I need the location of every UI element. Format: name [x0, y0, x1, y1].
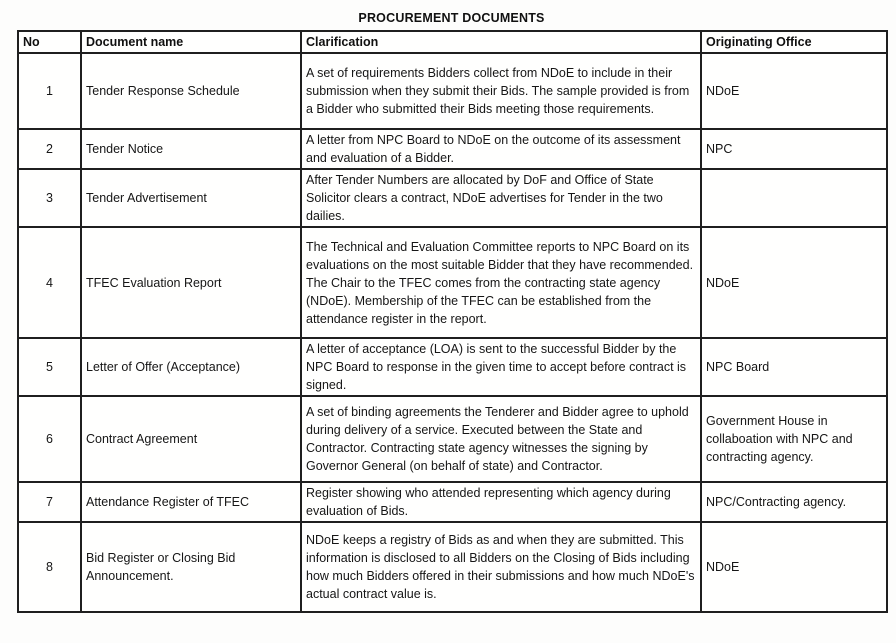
- table-body: [18, 53, 887, 612]
- document-name: Bid Register or Closing Bid Announcement.: [81, 522, 301, 612]
- row-number: 6: [18, 396, 81, 482]
- table-row: [18, 522, 887, 612]
- row-number: 2: [18, 129, 81, 169]
- clarification-text: A letter of acceptance (LOA) is sent to the successful Bidder by the NPC Board to response in the given time to accept before contract is signed.: [301, 338, 701, 396]
- table-header-row: [18, 31, 887, 53]
- column-header-document-name: Document name: [81, 31, 301, 53]
- originating-office: NDoE: [701, 522, 887, 612]
- clarification-text: A set of requirements Bidders collect from NDoE to include in their submission when they submit their Bids. The sample provided is from a Bidder who submitted their Bids meeting those requirements.: [301, 53, 701, 129]
- originating-office: NDoE: [701, 53, 887, 129]
- table-row: [18, 169, 887, 227]
- row-number: 3: [18, 169, 81, 227]
- table-row: [18, 129, 887, 169]
- row-number: 4: [18, 227, 81, 338]
- clarification-text: A letter from NPC Board to NDoE on the outcome of its assessment and evaluation of a Bidder.: [301, 129, 701, 169]
- clarification-text: A set of binding agreements the Tenderer and Bidder agree to uphold during delivery of a service. Executed between the State and Contractor. Contracting state agency witnesses the signing by Governor General (on behalf of state) and Contractor.: [301, 396, 701, 482]
- row-number: 5: [18, 338, 81, 396]
- clarification-text: The Technical and Evaluation Committee reports to NPC Board on its evaluations on the most suitable Bidder that they have recommended. The Chair to the TFEC comes from the contracting state agency (NDoE). Membership of the TFEC can be established from the attendance register in the report.: [301, 227, 701, 338]
- table-row: [18, 338, 887, 396]
- row-number: 1: [18, 53, 81, 129]
- originating-office: NDoE: [701, 227, 887, 338]
- table-row: [18, 396, 887, 482]
- column-header-clarification: Clarification: [301, 31, 701, 53]
- document-name: Tender Notice: [81, 129, 301, 169]
- originating-office: Government House in collaboation with NPC and contracting agency.: [701, 396, 887, 482]
- table-row: [18, 227, 887, 338]
- table-row: [18, 482, 887, 522]
- table-row: [18, 53, 887, 129]
- document-name: TFEC Evaluation Report: [81, 227, 301, 338]
- document-name: Attendance Register of TFEC: [81, 482, 301, 522]
- document-name: Contract Agreement: [81, 396, 301, 482]
- originating-office: NPC/Contracting agency.: [701, 482, 887, 522]
- column-header-originating-office: Originating Office: [701, 31, 887, 53]
- clarification-text: After Tender Numbers are allocated by DoF and Office of State Solicitor clears a contract, NDoE advertises for Tender in the two dailies.: [301, 169, 701, 227]
- originating-office: NPC Board: [701, 338, 887, 396]
- document-name: Tender Response Schedule: [81, 53, 301, 129]
- originating-office: [701, 169, 887, 227]
- clarification-text: NDoE keeps a registry of Bids as and when they are submitted. This information is disclosed to all Bidders on the Closing of Bids including how much Bidders offered in their submissions and how much NDoE's actual contract value is.: [301, 522, 701, 612]
- column-header-no: No: [18, 31, 81, 53]
- page-title: PROCUREMENT DOCUMENTS: [358, 11, 545, 25]
- row-number: 8: [18, 522, 81, 612]
- document-name: Tender Advertisement: [81, 169, 301, 227]
- clarification-text: Register showing who attended representing which agency during evaluation of Bids.: [301, 482, 701, 522]
- document-name: Letter of Offer (Acceptance): [81, 338, 301, 396]
- procurement-documents-table: [17, 30, 888, 613]
- originating-office: NPC: [701, 129, 887, 169]
- row-number: 7: [18, 482, 81, 522]
